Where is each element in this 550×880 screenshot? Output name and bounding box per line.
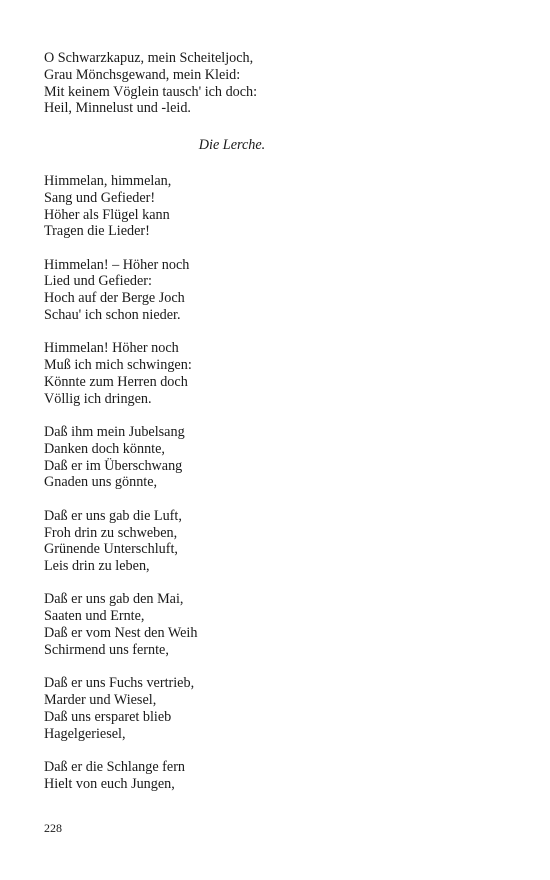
stanza bbox=[44, 257, 514, 324]
verse-line: Mit keinem Vöglein tausch' ich doch: bbox=[44, 83, 258, 100]
verse-line: Himmelan! Höher noch bbox=[44, 340, 179, 357]
verse-line: Lied und Gefieder: bbox=[44, 273, 152, 290]
verse-line: Daß er im Überschwang bbox=[44, 457, 183, 474]
verse-line: Froh drin zu schweben, bbox=[44, 524, 178, 541]
stanza bbox=[44, 591, 514, 658]
verse-line: Hagelgeriesel, bbox=[44, 725, 126, 742]
verse-line: Daß er die Schlange fern bbox=[44, 758, 186, 775]
page-body bbox=[44, 50, 514, 809]
verse-line: Grau Mönchsgewand, mein Kleid: bbox=[44, 66, 241, 83]
verse-line: Schau' ich schon nieder. bbox=[44, 307, 181, 324]
verse-line: Saaten und Ernte, bbox=[44, 608, 145, 625]
verse-line: Sang und Gefieder! bbox=[44, 189, 156, 206]
stanza bbox=[44, 508, 514, 575]
stanza bbox=[44, 340, 514, 407]
verse-line: Könnte zum Herren doch bbox=[44, 373, 188, 390]
stanza bbox=[44, 173, 514, 240]
verse-line: Daß ihm mein Jubelsang bbox=[44, 424, 185, 441]
verse-line: Daß er uns Fuchs vertrieb, bbox=[44, 675, 195, 692]
verse-line: O Schwarzkapuz, mein Scheiteljoch, bbox=[44, 50, 254, 66]
verse-line: Danken doch könnte, bbox=[44, 440, 165, 457]
verse-line: Heil, Minnelust und -leid. bbox=[44, 100, 191, 117]
verse-line: Hielt von euch Jungen, bbox=[44, 775, 175, 792]
page-number: 228 bbox=[44, 821, 62, 835]
verse-line: Marder und Wiesel, bbox=[44, 691, 157, 708]
verse-line: Völlig ich dringen. bbox=[44, 390, 152, 407]
verse-line: Muß ich mich schwingen: bbox=[44, 357, 192, 374]
verse-line: Daß er uns gab die Luft, bbox=[44, 507, 182, 524]
verse-line: Himmelan! – Höher noch bbox=[44, 256, 190, 273]
stanza bbox=[44, 675, 514, 742]
verse-line: Himmelan, himmelan, bbox=[44, 172, 172, 189]
poem-title: Die Lerche. bbox=[198, 137, 266, 154]
verse-line: Daß er vom Nest den Weih bbox=[44, 625, 198, 642]
verse-line: Schirmend uns fernte, bbox=[44, 641, 169, 658]
verse-line: Tragen die Lieder! bbox=[44, 223, 150, 240]
opening-stanza bbox=[44, 50, 514, 117]
verse-line: Daß uns ersparet blieb bbox=[44, 708, 172, 725]
stanza bbox=[44, 759, 514, 793]
verse-line: Höher als Flügel kann bbox=[44, 206, 170, 223]
verse-line: Grünende Unterschluft, bbox=[44, 541, 178, 558]
verse-line: Gnaden uns gönnte, bbox=[44, 474, 158, 491]
verse-line: Hoch auf der Berge Joch bbox=[44, 290, 185, 307]
verse-line: Leis drin zu leben, bbox=[44, 558, 150, 575]
stanza bbox=[44, 424, 514, 491]
verse-line: Daß er uns gab den Mai, bbox=[44, 591, 184, 608]
